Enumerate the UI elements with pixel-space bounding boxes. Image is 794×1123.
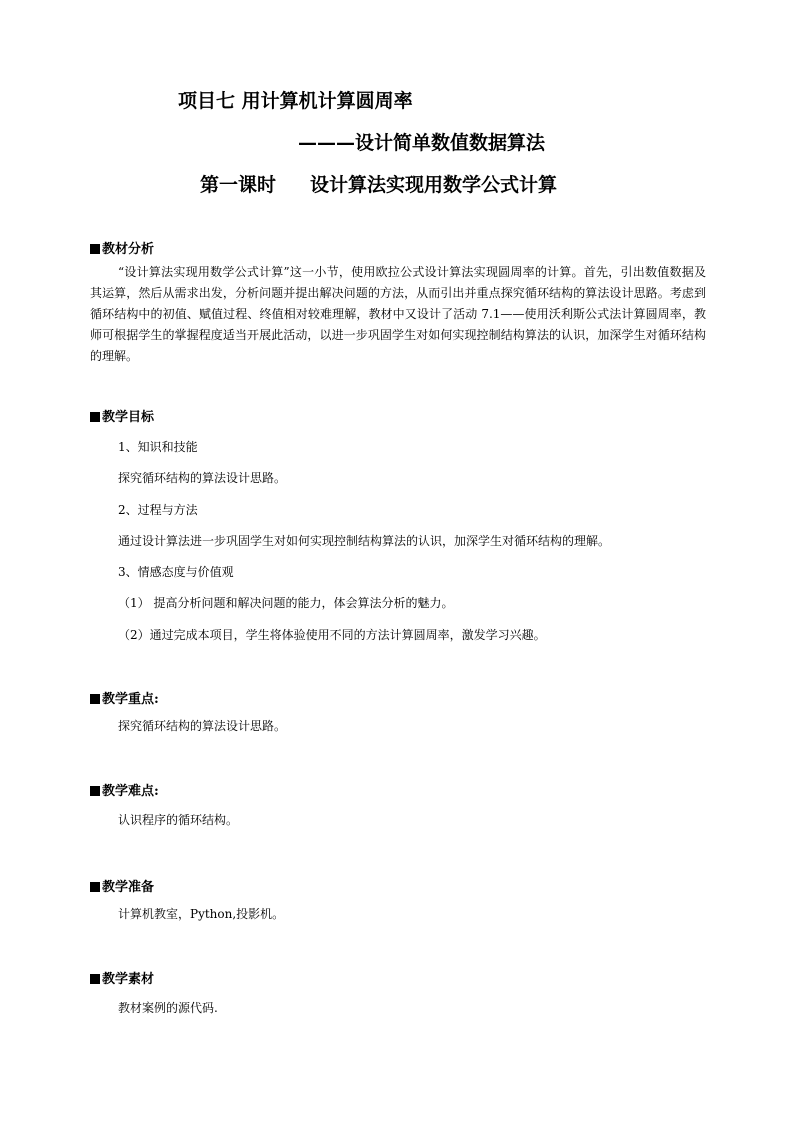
section-heading-label: 教学目标 bbox=[102, 410, 155, 425]
materials-text: 教材案例的源代码. bbox=[118, 1001, 218, 1015]
document-subtitle: ———设计简单数值数据算法 bbox=[298, 132, 546, 154]
goal-2-text: 通过设计算法进一步巩固学生对如何实现控制结构算法的认识，加深学生对循环结构的理解。 bbox=[118, 534, 611, 548]
key-points-text: 探究循环结构的算法设计思路。 bbox=[118, 719, 287, 733]
goal-1-title: 1、知识和技能 bbox=[118, 440, 198, 454]
square-bullet-icon bbox=[90, 882, 100, 892]
goal-3-title: 3、情感态度与价值观 bbox=[118, 565, 234, 579]
difficulties-text: 认识程序的循环结构。 bbox=[118, 813, 239, 827]
preparation-text: 计算机教室，Python,投影机。 bbox=[118, 907, 285, 921]
goal-3-sub-2: （2）通过完成本项目，学生将体验使用不同的方法计算圆周率，激发学习兴趣。 bbox=[118, 628, 546, 642]
lesson-number: 第一课时 bbox=[200, 174, 277, 196]
goal-2-title: 2、过程与方法 bbox=[118, 503, 198, 517]
section-heading-goals bbox=[90, 406, 154, 425]
section-heading-label: 教材分析 bbox=[102, 242, 155, 257]
goal-3-sub-1: （1） 提高分析问题和解决问题的能力，体会算法分析的魅力。 bbox=[118, 596, 454, 610]
goal-1-text: 探究循环结构的算法设计思路。 bbox=[118, 471, 287, 485]
square-bullet-icon bbox=[90, 412, 100, 422]
lesson-topic: 设计算法实现用数学公式计算 bbox=[310, 174, 558, 196]
square-bullet-icon bbox=[90, 974, 100, 984]
section-heading-label: 教学重点: bbox=[102, 692, 159, 707]
analysis-text: “设计算法实现用数学公式计算”这一小节，使用欧拉公式设计算法实现圆周率的计算。首先，引出数值数据及其运算，然后从需求出发，分析问题并提出解决问题的方法，从而引出并重点探究循环结构的算法设计思路。考虑到循环结构中的初值、赋值过程、终值相对较难理解，教材中又设计了活动 7.1——使用沃利斯公式法计算圆周率，教师可根据学生的掌握程度适当开展此活动，以进一步巩固学生对如何实现控制结构算法的认识，加深学生对循环结构的理解。 bbox=[90, 265, 706, 363]
section-heading-key-points bbox=[90, 688, 159, 707]
document-title: 项目七 用计算机计算圆周率 bbox=[178, 90, 413, 112]
square-bullet-icon bbox=[90, 786, 100, 796]
section-heading-label: 教学素材 bbox=[102, 972, 155, 987]
square-bullet-icon bbox=[90, 244, 100, 254]
section-heading-label: 教学难点: bbox=[102, 784, 159, 799]
lesson-title bbox=[200, 170, 557, 197]
section-heading-analysis bbox=[90, 238, 154, 257]
section-heading-difficulties bbox=[90, 780, 159, 799]
square-bullet-icon bbox=[90, 694, 100, 704]
analysis-paragraph bbox=[90, 262, 706, 367]
section-heading-preparation bbox=[90, 876, 154, 895]
section-heading-materials bbox=[90, 968, 154, 987]
section-heading-label: 教学准备 bbox=[102, 880, 155, 895]
